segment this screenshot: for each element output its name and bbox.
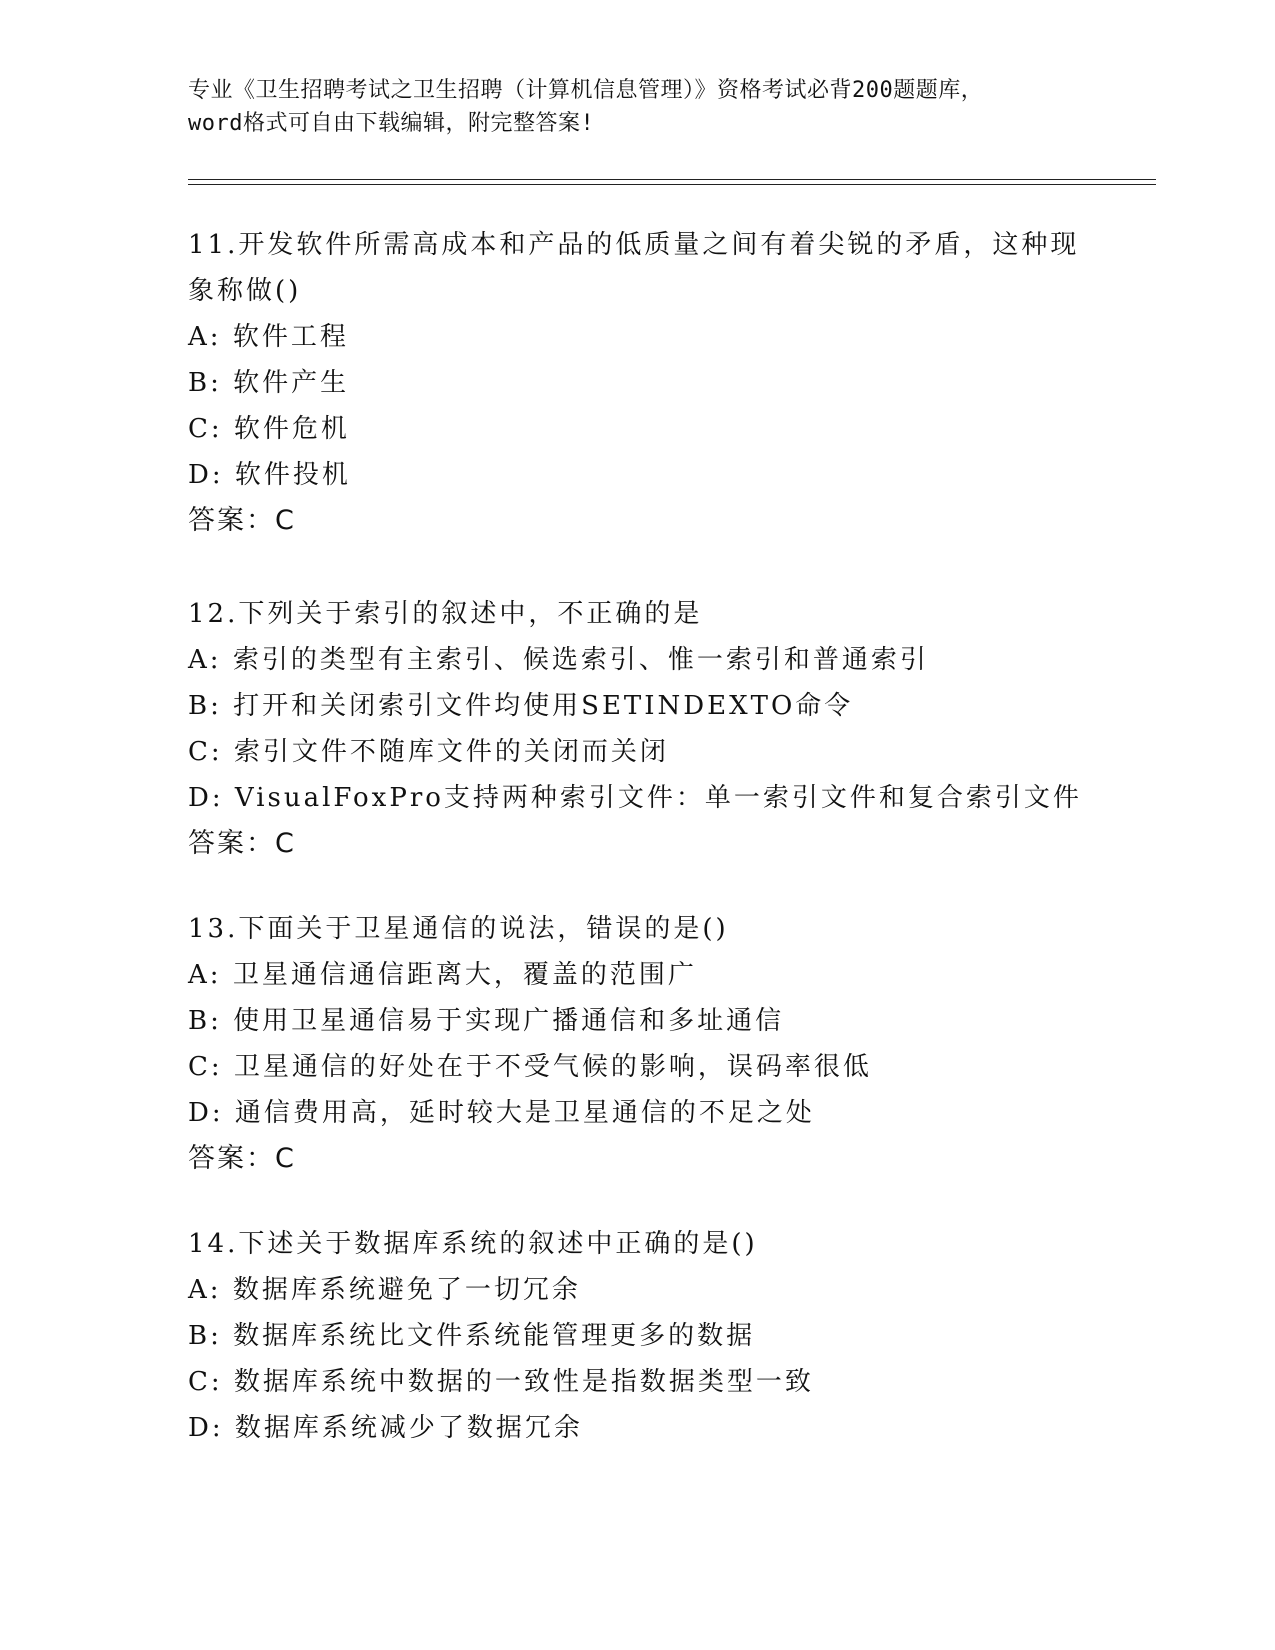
option-d bbox=[188, 775, 1088, 821]
option-text: 数据库系统减少了数据冗余 bbox=[234, 1413, 583, 1443]
question-12 bbox=[188, 591, 1088, 867]
option-text: 通信费用高，延时较大是卫星通信的不足之处 bbox=[234, 1098, 815, 1128]
option-text: 数据库系统中数据的一致性是指数据类型一致 bbox=[233, 1367, 814, 1397]
option-text: 打开和关闭索引文件均使用SETINDEXTO命令 bbox=[233, 691, 854, 721]
question-stem-line: 12.下列关于索引的叙述中，不正确的是 bbox=[188, 599, 703, 629]
option-letter: D: bbox=[188, 783, 224, 813]
option-a bbox=[188, 952, 1088, 998]
header-divider-bottom bbox=[188, 184, 1156, 185]
option-text: 卫星通信通信距离大，覆盖的范围广 bbox=[232, 960, 697, 990]
question-stem-line: 14.下述关于数据库系统的叙述中正确的是() bbox=[188, 1229, 758, 1259]
option-letter: A: bbox=[188, 960, 222, 990]
option-text: 数据库系统比文件系统能管理更多的数据 bbox=[233, 1321, 756, 1351]
question-13 bbox=[188, 906, 1088, 1182]
question-stem-line: 13.下面关于卫星通信的说法，错误的是() bbox=[188, 914, 729, 944]
option-a bbox=[188, 637, 1088, 683]
option-letter: C: bbox=[188, 1367, 223, 1397]
option-text: 使用卫星通信易于实现广播通信和多址通信 bbox=[233, 1006, 785, 1036]
option-letter: D: bbox=[188, 1098, 224, 1128]
answer-line: 答案：C bbox=[188, 828, 296, 859]
option-text: 索引文件不随库文件的关闭而关闭 bbox=[233, 737, 669, 767]
option-d bbox=[188, 1090, 1088, 1136]
option-letter: C: bbox=[188, 414, 223, 444]
option-text: 软件投机 bbox=[234, 460, 351, 490]
option-d bbox=[188, 452, 1088, 498]
option-letter: C: bbox=[188, 737, 223, 767]
document-header bbox=[188, 74, 1088, 140]
option-text: 软件产生 bbox=[233, 368, 350, 398]
option-c bbox=[188, 1044, 1088, 1090]
option-text: 软件危机 bbox=[233, 414, 350, 444]
option-letter: C: bbox=[188, 1052, 223, 1082]
option-letter: B: bbox=[188, 691, 222, 721]
question-14 bbox=[188, 1221, 1088, 1451]
question-stem-line: 象称做() bbox=[188, 276, 302, 306]
option-d bbox=[188, 1405, 1088, 1451]
option-a bbox=[188, 1267, 1088, 1313]
answer-line: 答案：C bbox=[188, 1143, 296, 1174]
option-letter: B: bbox=[188, 1321, 222, 1351]
option-letter: D: bbox=[188, 460, 224, 490]
option-letter: A: bbox=[188, 322, 222, 352]
option-letter: B: bbox=[188, 1006, 222, 1036]
option-a bbox=[188, 314, 1088, 360]
option-c bbox=[188, 729, 1088, 775]
header-divider-top bbox=[188, 179, 1156, 180]
option-text: 软件工程 bbox=[232, 322, 349, 352]
option-b bbox=[188, 360, 1088, 406]
option-c bbox=[188, 406, 1088, 452]
option-text: 卫星通信的好处在于不受气候的影响，误码率很低 bbox=[233, 1052, 872, 1082]
question-11 bbox=[188, 222, 1088, 544]
answer-line: 答案：C bbox=[188, 505, 296, 536]
option-letter: A: bbox=[188, 645, 222, 675]
option-letter: A: bbox=[188, 1275, 222, 1305]
option-b bbox=[188, 1313, 1088, 1359]
question-stem-line: 11.开发软件所需高成本和产品的低质量之间有着尖锐的矛盾，这种现 bbox=[188, 230, 1080, 260]
header-line-2: word格式可自由下载编辑，附完整答案! bbox=[188, 111, 595, 136]
option-b bbox=[188, 683, 1088, 729]
option-text: VisualFoxPro支持两种索引文件：单一索引文件和复合索引文件 bbox=[234, 783, 1082, 813]
option-letter: B: bbox=[188, 368, 222, 398]
header-line-1: 专业《卫生招聘考试之卫生招聘（计算机信息管理）》资格考试必背200题题库， bbox=[188, 78, 984, 103]
option-text: 数据库系统避免了一切冗余 bbox=[232, 1275, 581, 1305]
option-letter: D: bbox=[188, 1413, 224, 1443]
option-b bbox=[188, 998, 1088, 1044]
option-text: 索引的类型有主索引、候选索引、惟一索引和普通索引 bbox=[232, 645, 929, 675]
option-c bbox=[188, 1359, 1088, 1405]
